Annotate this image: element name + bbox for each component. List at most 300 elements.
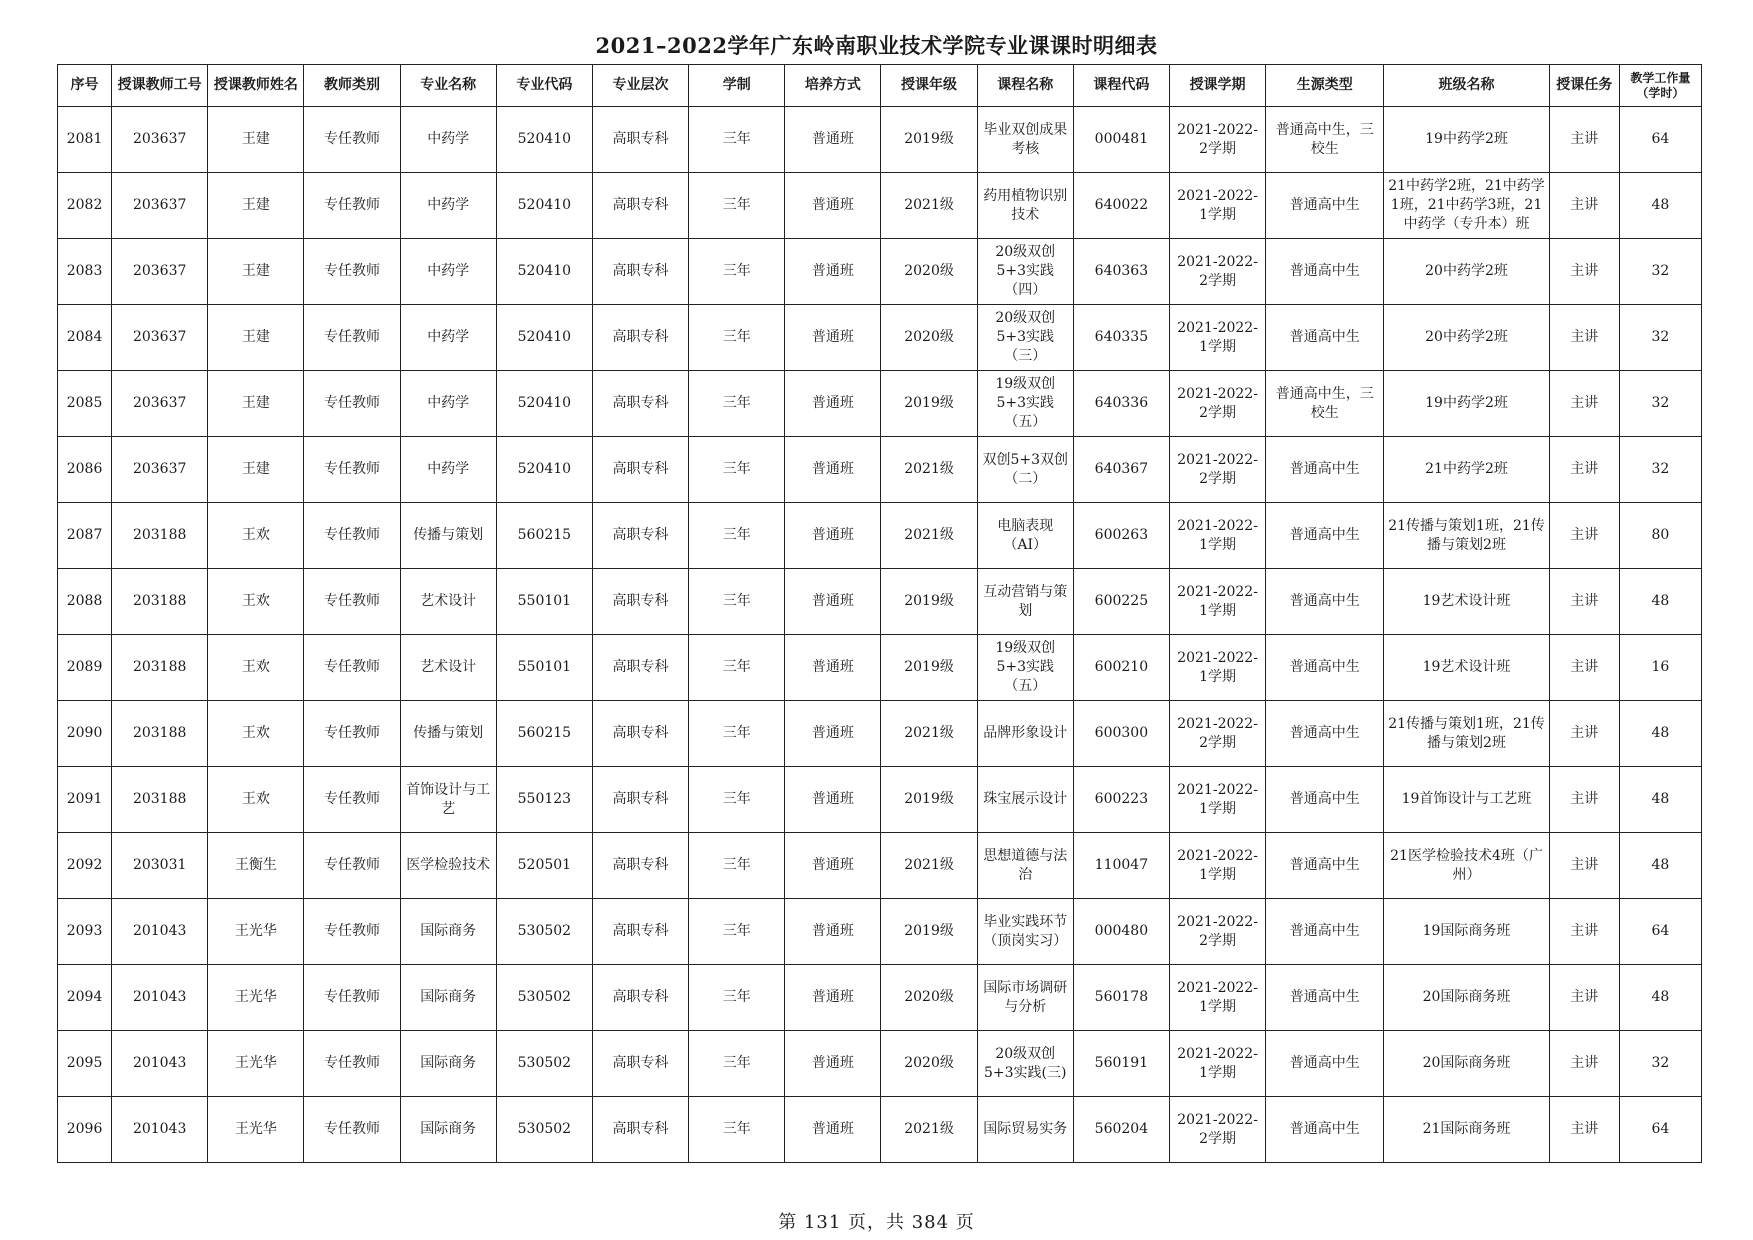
cell-text: 640336: [1094, 395, 1149, 411]
cell-text: 550123: [517, 791, 572, 807]
table-cell: [1619, 635, 1701, 701]
cell-text: 550101: [517, 659, 572, 675]
cell-text: 首饰设计与工艺: [406, 781, 491, 817]
table-cell: [689, 173, 785, 239]
table-cell: [496, 899, 592, 965]
cell-text: 2019级: [904, 131, 954, 147]
table-cell: [208, 437, 304, 503]
header-cell: 授课教师姓名: [208, 65, 304, 107]
cell-text: 530502: [517, 923, 572, 939]
cell-text: 国际市场调研与分析: [983, 979, 1068, 1015]
table-cell: [1619, 305, 1701, 371]
table-cell: [1169, 767, 1265, 833]
cell-text: 201043: [132, 923, 187, 939]
table-cell: [112, 239, 208, 305]
table-row: [58, 305, 1702, 371]
cell-text: 2021-2022-2学期: [1177, 913, 1258, 949]
page-footer: 第 131 页，共 384 页: [778, 1212, 975, 1233]
cell-text: 110047: [1094, 857, 1149, 873]
table-cell: [208, 173, 304, 239]
table-cell: [1619, 1031, 1701, 1097]
cell-text: 520410: [517, 395, 572, 411]
table-cell: [304, 1031, 400, 1097]
table-cell: [1384, 767, 1549, 833]
table-cell: [304, 899, 400, 965]
table-cell: [1169, 437, 1265, 503]
cell-text: 19中药学2班: [1425, 395, 1508, 411]
cell-text: 传播与策划: [413, 725, 484, 741]
table-cell: [1619, 503, 1701, 569]
cell-text: 王建: [241, 131, 270, 147]
cell-text: 王欢: [241, 659, 270, 675]
table-cell: [1073, 965, 1169, 1031]
cell-text: 三年: [722, 659, 751, 675]
cell-text: 600223: [1094, 791, 1149, 807]
cell-text: 主讲: [1570, 791, 1599, 807]
table-cell: [304, 173, 400, 239]
table-cell: [208, 899, 304, 965]
cell-text: 48: [1651, 593, 1670, 609]
cell-text: 普通班: [811, 527, 854, 543]
cell-text: 203637: [132, 395, 187, 411]
cell-text: 19国际商务班: [1422, 923, 1511, 939]
cell-text: 普通高中生: [1289, 989, 1360, 1005]
table-cell: [1619, 371, 1701, 437]
table-cell: [304, 569, 400, 635]
table-cell: [1073, 701, 1169, 767]
table-cell: [1384, 1097, 1549, 1163]
cell-text: 高职专科: [612, 527, 669, 543]
cell-text: 三年: [722, 1055, 751, 1071]
table-cell: [304, 107, 400, 173]
cell-text: 高职专科: [612, 791, 669, 807]
cell-text: 三年: [722, 197, 751, 213]
table-cell: [1073, 173, 1169, 239]
cell-text: 主讲: [1570, 659, 1599, 675]
table-cell: [496, 569, 592, 635]
cell-text: 48: [1651, 857, 1670, 873]
table-cell: [1384, 1031, 1549, 1097]
cell-text: 主讲: [1570, 197, 1599, 213]
cell-text: 三年: [722, 527, 751, 543]
cell-text: 专任教师: [324, 461, 381, 477]
table-cell: [58, 965, 112, 1031]
header-cell: 学制: [689, 65, 785, 107]
table-cell: [304, 833, 400, 899]
table-cell: [1619, 173, 1701, 239]
cell-text: 中药学: [427, 197, 470, 213]
cell-text: 19艺术设计班: [1422, 593, 1511, 609]
table-cell: [1549, 635, 1619, 701]
table-cell: [1073, 569, 1169, 635]
table-cell: [785, 173, 881, 239]
cell-text: 2021-2022-1学期: [1177, 781, 1258, 817]
table-cell: [592, 371, 688, 437]
table-cell: [1266, 1097, 1384, 1163]
table-cell: [1384, 239, 1549, 305]
cell-text: 普通高中生: [1289, 1055, 1360, 1071]
table-cell: [304, 965, 400, 1031]
table-cell: [304, 767, 400, 833]
cell-text: 201043: [132, 1055, 187, 1071]
cell-text: 560191: [1094, 1055, 1149, 1071]
cell-text: 专任教师: [324, 329, 381, 345]
cell-text: 32: [1651, 263, 1670, 279]
table-cell: [1169, 503, 1265, 569]
table-cell: [304, 701, 400, 767]
table-cell: [400, 239, 496, 305]
table-row: [58, 503, 1702, 569]
cell-text: 专任教师: [324, 791, 381, 807]
cell-text: 国际贸易实务: [983, 1121, 1068, 1137]
table-cell: [1384, 899, 1549, 965]
cell-text: 专任教师: [324, 989, 381, 1005]
cell-text: 203188: [132, 659, 187, 675]
table-cell: [400, 899, 496, 965]
table-cell: [58, 767, 112, 833]
cell-text: 520410: [517, 197, 572, 213]
table-cell: [592, 635, 688, 701]
cell-text: 专任教师: [324, 395, 381, 411]
cell-text: 20国际商务班: [1422, 989, 1511, 1005]
table-cell: [977, 635, 1073, 701]
cell-text: 2021-2022-1学期: [1177, 319, 1258, 355]
cell-text: 20国际商务班: [1422, 1055, 1511, 1071]
cell-text: 专任教师: [324, 197, 381, 213]
table-cell: [112, 107, 208, 173]
table-cell: [400, 305, 496, 371]
table-cell: [785, 569, 881, 635]
table-cell: [881, 503, 977, 569]
header-cell: 专业名称: [400, 65, 496, 107]
table-row: [58, 239, 1702, 305]
table-cell: [208, 767, 304, 833]
cell-text: 双创5+3双创（二）: [982, 451, 1068, 487]
table-cell: [1266, 173, 1384, 239]
cell-text: 王建: [241, 461, 270, 477]
cell-text: 专任教师: [324, 857, 381, 873]
table-cell: [208, 965, 304, 1031]
cell-text: 20级双创5+3实践(三): [983, 1045, 1067, 1081]
cell-text: 高职专科: [612, 263, 669, 279]
table-cell: [112, 965, 208, 1031]
cell-text: 21国际商务班: [1422, 1121, 1511, 1137]
table-cell: [496, 503, 592, 569]
table-cell: [304, 371, 400, 437]
table-cell: [689, 569, 785, 635]
cell-text: 2021-2022-1学期: [1177, 979, 1258, 1015]
table-cell: [785, 833, 881, 899]
cell-text: 高职专科: [612, 197, 669, 213]
cell-text: 2019级: [904, 395, 954, 411]
table-cell: [1169, 239, 1265, 305]
table-cell: [977, 173, 1073, 239]
header-cell: 生源类型: [1266, 65, 1384, 107]
header-cell: 授课教师工号: [112, 65, 208, 107]
cell-text: 品牌形象设计: [983, 725, 1068, 741]
table-cell: [1549, 899, 1619, 965]
header-cell: 专业代码: [496, 65, 592, 107]
table-cell: [592, 239, 688, 305]
table-cell: [881, 371, 977, 437]
table-cell: [592, 701, 688, 767]
cell-text: 2021-2022-1学期: [1177, 1045, 1258, 1081]
cell-text: 2020级: [904, 1055, 954, 1071]
cell-text: 思想道德与法治: [983, 847, 1068, 883]
cell-text: 203637: [132, 197, 187, 213]
cell-text: 专任教师: [324, 725, 381, 741]
table-cell: [1549, 173, 1619, 239]
table-cell: [1619, 569, 1701, 635]
table-cell: [592, 899, 688, 965]
table-cell: [112, 1031, 208, 1097]
cell-text: 32: [1651, 461, 1670, 477]
table-cell: [58, 1031, 112, 1097]
cell-text: 普通高中生: [1289, 659, 1360, 675]
table-cell: [400, 569, 496, 635]
course-hours-table: [57, 64, 1702, 1163]
table-cell: [881, 305, 977, 371]
cell-text: 2021-2022-2学期: [1177, 715, 1258, 751]
cell-text: 三年: [722, 725, 751, 741]
table-cell: [1384, 107, 1549, 173]
table-cell: [592, 833, 688, 899]
cell-text: 王光华: [234, 923, 277, 939]
table-row: [58, 569, 1702, 635]
table-cell: [977, 239, 1073, 305]
table-cell: [1549, 833, 1619, 899]
table-cell: [1169, 173, 1265, 239]
table-cell: [689, 899, 785, 965]
cell-text: 高职专科: [612, 461, 669, 477]
table-cell: [689, 701, 785, 767]
table-cell: [1073, 1097, 1169, 1163]
table-cell: [1384, 437, 1549, 503]
header-cell: 教师类别: [304, 65, 400, 107]
cell-text: 普通高中生: [1289, 593, 1360, 609]
table-cell: [1384, 305, 1549, 371]
cell-text: 560204: [1094, 1121, 1149, 1137]
table-cell: [1266, 107, 1384, 173]
cell-text: 64: [1651, 131, 1670, 147]
cell-text: 主讲: [1570, 989, 1599, 1005]
cell-text: 48: [1651, 725, 1670, 741]
table-cell: [496, 701, 592, 767]
cell-text: 普通班: [811, 395, 854, 411]
cell-text: 王光华: [234, 1055, 277, 1071]
cell-text: 2021-2022-1学期: [1177, 517, 1258, 553]
cell-text: 传播与策划: [413, 527, 484, 543]
table-cell: [881, 1097, 977, 1163]
table-cell: [881, 833, 977, 899]
cell-text: 王欢: [241, 593, 270, 609]
table-cell: [400, 635, 496, 701]
table-cell: [1619, 437, 1701, 503]
table-cell: [1384, 569, 1549, 635]
table-cell: [785, 107, 881, 173]
table-cell: [112, 833, 208, 899]
table-cell: [1549, 437, 1619, 503]
cell-text: 2094: [66, 989, 103, 1005]
cell-text: 国际商务: [420, 1121, 477, 1137]
cell-text: 600300: [1094, 725, 1149, 741]
table-cell: [1549, 305, 1619, 371]
table-cell: [1619, 239, 1701, 305]
cell-text: 21传播与策划1班，21传播与策划2班: [1388, 517, 1545, 553]
table-cell: [400, 965, 496, 1031]
cell-text: 2082: [66, 197, 103, 213]
cell-text: 王欢: [241, 527, 270, 543]
table-row: [58, 701, 1702, 767]
table-cell: [208, 239, 304, 305]
table-cell: [785, 239, 881, 305]
table-cell: [881, 107, 977, 173]
table-cell: [785, 503, 881, 569]
table-cell: [208, 635, 304, 701]
cell-text: 普通班: [811, 263, 854, 279]
header-cell: 教学工作量（学时）: [1619, 65, 1701, 107]
cell-text: 专任教师: [324, 527, 381, 543]
table-row: [58, 635, 1702, 701]
table-row: [58, 437, 1702, 503]
cell-text: 2021级: [904, 725, 954, 741]
cell-text: 201043: [132, 1121, 187, 1137]
cell-text: 32: [1651, 329, 1670, 345]
cell-text: 2019级: [904, 593, 954, 609]
cell-text: 主讲: [1570, 1121, 1599, 1137]
table-cell: [1266, 569, 1384, 635]
cell-text: 2021-2022-1学期: [1177, 847, 1258, 883]
cell-text: 520410: [517, 263, 572, 279]
cell-text: 普通高中生: [1289, 527, 1360, 543]
table-cell: [977, 305, 1073, 371]
table-cell: [58, 305, 112, 371]
cell-text: 王建: [241, 197, 270, 213]
cell-text: 艺术设计: [420, 593, 477, 609]
cell-text: 2087: [66, 527, 103, 543]
header-cell: 授课年级: [881, 65, 977, 107]
table-row: [58, 767, 1702, 833]
cell-text: 三年: [722, 1121, 751, 1137]
table-cell: [1266, 239, 1384, 305]
cell-text: 19级双创5+3实践（五）: [995, 640, 1056, 694]
table-row: [58, 1031, 1702, 1097]
cell-text: 普通班: [811, 593, 854, 609]
table-cell: [977, 107, 1073, 173]
cell-text: 高职专科: [612, 857, 669, 873]
cell-text: 中药学: [427, 461, 470, 477]
table-cell: [785, 635, 881, 701]
cell-text: 2088: [66, 593, 103, 609]
table-cell: [1169, 833, 1265, 899]
table-cell: [1169, 1031, 1265, 1097]
cell-text: 高职专科: [612, 725, 669, 741]
table-cell: [1073, 503, 1169, 569]
cell-text: 2091: [66, 791, 103, 807]
cell-text: 主讲: [1570, 857, 1599, 873]
cell-text: 主讲: [1570, 329, 1599, 345]
cell-text: 203188: [132, 527, 187, 543]
table-cell: [977, 503, 1073, 569]
cell-text: 国际商务: [420, 923, 477, 939]
table-cell: [496, 173, 592, 239]
table-cell: [1619, 833, 1701, 899]
table-cell: [304, 1097, 400, 1163]
cell-text: 主讲: [1570, 527, 1599, 543]
table-cell: [304, 239, 400, 305]
table-cell: [208, 569, 304, 635]
table-cell: [1169, 107, 1265, 173]
table-cell: [1073, 635, 1169, 701]
table-cell: [1619, 899, 1701, 965]
table-cell: [496, 767, 592, 833]
cell-text: 2084: [66, 329, 103, 345]
table-cell: [592, 305, 688, 371]
cell-text: 中药学: [427, 395, 470, 411]
cell-text: 19级双创5+3实践（五）: [995, 376, 1056, 430]
cell-text: 王建: [241, 263, 270, 279]
cell-text: 203031: [132, 857, 187, 873]
table-cell: [58, 899, 112, 965]
table-cell: [1073, 899, 1169, 965]
cell-text: 2096: [66, 1121, 103, 1137]
cell-text: 2020级: [904, 989, 954, 1005]
cell-text: 21医学检验技术4班（广州）: [1390, 847, 1543, 883]
table-cell: [1073, 833, 1169, 899]
cell-text: 普通班: [811, 329, 854, 345]
table-cell: [304, 437, 400, 503]
cell-text: 普通班: [811, 197, 854, 213]
table-cell: [977, 1031, 1073, 1097]
table-cell: [881, 635, 977, 701]
cell-text: 20中药学2班: [1425, 263, 1508, 279]
table-cell: [58, 1097, 112, 1163]
cell-text: 艺术设计: [420, 659, 477, 675]
cell-text: 普通班: [811, 131, 854, 147]
cell-text: 主讲: [1570, 1055, 1599, 1071]
table-cell: [881, 701, 977, 767]
cell-text: 2021-2022-1学期: [1177, 649, 1258, 685]
table-cell: [1384, 371, 1549, 437]
cell-text: 203637: [132, 131, 187, 147]
cell-text: 普通高中生: [1289, 857, 1360, 873]
cell-text: 520501: [517, 857, 572, 873]
table-cell: [1384, 701, 1549, 767]
table-cell: [208, 701, 304, 767]
cell-text: 640335: [1094, 329, 1149, 345]
table-cell: [1549, 965, 1619, 1031]
cell-text: 国际商务: [420, 989, 477, 1005]
cell-text: 三年: [722, 329, 751, 345]
table-cell: [592, 1031, 688, 1097]
table-cell: [1266, 635, 1384, 701]
cell-text: 2021级: [904, 197, 954, 213]
cell-text: 20级双创5+3实践（三）: [995, 310, 1056, 364]
table-cell: [208, 305, 304, 371]
cell-text: 三年: [722, 461, 751, 477]
cell-text: 2021-2022-1学期: [1177, 187, 1258, 223]
table-cell: [1169, 371, 1265, 437]
table-cell: [1073, 239, 1169, 305]
table-cell: [112, 173, 208, 239]
cell-text: 48: [1651, 791, 1670, 807]
header-cell: 课程代码: [1073, 65, 1169, 107]
cell-text: 三年: [722, 593, 751, 609]
table-cell: [689, 833, 785, 899]
table-row: [58, 173, 1702, 239]
cell-text: 王欢: [241, 791, 270, 807]
cell-text: 三年: [722, 857, 751, 873]
